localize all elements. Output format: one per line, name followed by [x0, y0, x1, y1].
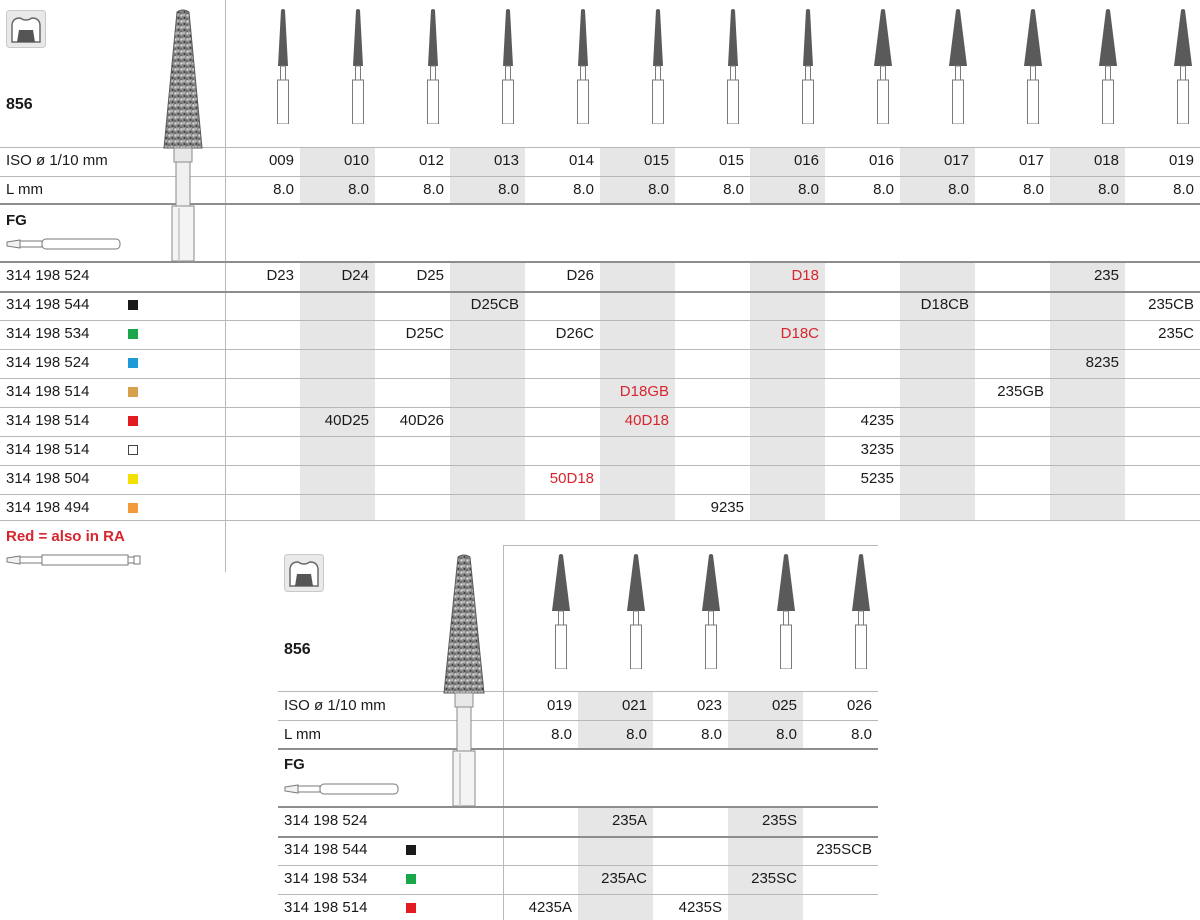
length-value: 8.0 [1023, 181, 1044, 198]
product-code: 8235 [1085, 354, 1119, 371]
shaded-column [750, 262, 825, 520]
bur-illustration-icon [423, 8, 443, 124]
iso-size-value: 012 [418, 152, 444, 169]
iso-size-value: 023 [696, 697, 722, 714]
product-code: D25 [416, 267, 444, 284]
length-value: 8.0 [776, 726, 797, 743]
length-value: 8.0 [851, 726, 872, 743]
iso-label: ISO ø 1/10 mm [6, 152, 108, 169]
model-number: 856 [6, 96, 33, 113]
product-code: D24 [341, 267, 369, 284]
product-code: 235C [1158, 325, 1194, 342]
bur-illustration-icon [498, 8, 518, 124]
length-value: 8.0 [551, 726, 572, 743]
iso-size-value: 010 [343, 152, 369, 169]
iso-size-value: 025 [771, 697, 797, 714]
tapered-diamond-bur-icon [162, 8, 204, 261]
row-divider [0, 494, 1200, 495]
row-divider [278, 894, 878, 895]
length-value: 8.0 [648, 181, 669, 198]
bur-illustration-icon [573, 8, 593, 124]
iso-size-value: 021 [621, 697, 647, 714]
bur-illustration-icon [626, 553, 646, 669]
grit-color-swatch [128, 445, 138, 455]
iso-size-value: 013 [493, 152, 519, 169]
bur-illustration-icon [701, 553, 721, 669]
fg-shank-icon [284, 781, 400, 797]
shank-type-label: FG [284, 756, 305, 773]
bur-illustration-icon [551, 553, 571, 669]
product-code: 4235A [528, 899, 572, 916]
product-code: D25CB [470, 296, 519, 313]
fg-shank-icon [6, 236, 122, 252]
bur-illustration-icon [798, 8, 818, 124]
iso-size-value: 016 [868, 152, 894, 169]
column-divider [225, 0, 226, 572]
length-value: 8.0 [723, 181, 744, 198]
bur-illustration-icon [1023, 8, 1043, 124]
grit-color-swatch [406, 845, 416, 855]
product-code: 5235 [860, 470, 894, 487]
iso-label: ISO ø 1/10 mm [284, 697, 386, 714]
grit-color-swatch [128, 387, 138, 397]
product-code: D26 [566, 267, 594, 284]
order-code: 314 198 524 [6, 354, 90, 371]
product-code: 3235 [860, 441, 894, 458]
product-code: D26C [555, 325, 594, 342]
product-code: 40D25 [324, 412, 369, 429]
row-divider [0, 407, 1200, 408]
bur-illustration-icon [273, 8, 293, 124]
order-code: 314 198 514 [6, 441, 90, 458]
row-divider [278, 748, 878, 750]
row-divider [0, 465, 1200, 466]
iso-size-value: 017 [1018, 152, 1044, 169]
iso-size-value: 018 [1093, 152, 1119, 169]
row-divider [0, 378, 1200, 379]
iso-size-value: 019 [1168, 152, 1194, 169]
grit-color-swatch [406, 874, 416, 884]
product-code: 235SCB [816, 841, 872, 858]
iso-size-value: 017 [943, 152, 969, 169]
row-divider [0, 261, 1200, 263]
bur-illustration-icon [723, 8, 743, 124]
bur-illustration-icon [851, 553, 871, 669]
product-code: D23 [266, 267, 294, 284]
order-code: 314 198 534 [284, 870, 368, 887]
length-value: 8.0 [798, 181, 819, 198]
order-code: 314 198 514 [6, 412, 90, 429]
grit-color-swatch [128, 474, 138, 484]
product-code: 50D18 [549, 470, 594, 487]
row-divider [278, 720, 878, 721]
iso-size-value: 015 [718, 152, 744, 169]
crown-preparation-icon [284, 554, 324, 592]
order-code: 314 198 524 [6, 267, 90, 284]
iso-size-value: 009 [268, 152, 294, 169]
product-code: 235 [1093, 267, 1119, 284]
length-value: 8.0 [701, 726, 722, 743]
row-divider [0, 349, 1200, 350]
product-code: D25C [405, 325, 444, 342]
length-value: 8.0 [573, 181, 594, 198]
product-code: 235A [611, 812, 647, 829]
product-code: 235GB [997, 383, 1044, 400]
product-code: D18 [791, 267, 819, 284]
ra-shank-icon [6, 552, 142, 568]
row-divider [0, 436, 1200, 437]
length-value: 8.0 [498, 181, 519, 198]
iso-size-value: 016 [793, 152, 819, 169]
product-code: 4235S [678, 899, 722, 916]
length-value: 8.0 [1098, 181, 1119, 198]
length-label: L mm [284, 726, 321, 743]
shank-type-label: FG [6, 212, 27, 229]
grit-color-swatch [128, 358, 138, 368]
order-code: 314 198 514 [284, 899, 368, 916]
length-value: 8.0 [273, 181, 294, 198]
product-code: D18GB [619, 383, 669, 400]
length-value: 8.0 [348, 181, 369, 198]
length-value: 8.0 [948, 181, 969, 198]
iso-size-value: 019 [546, 697, 572, 714]
ra-legend: Red = also in RA [6, 528, 125, 545]
row-divider [0, 520, 1200, 521]
grit-color-swatch [128, 329, 138, 339]
bur-illustration-icon [648, 8, 668, 124]
grit-color-swatch [128, 300, 138, 310]
bur-illustration-icon [948, 8, 968, 124]
shaded-column [300, 262, 375, 520]
product-code: D18C [780, 325, 819, 342]
length-value: 8.0 [1173, 181, 1194, 198]
length-value: 8.0 [626, 726, 647, 743]
product-code: 40D18 [624, 412, 669, 429]
iso-size-value: 026 [846, 697, 872, 714]
bur-illustration-icon [348, 8, 368, 124]
grit-color-swatch [128, 416, 138, 426]
bur-illustration-icon [776, 553, 796, 669]
product-code: 235S [761, 812, 797, 829]
product-code: 235SC [751, 870, 797, 887]
row-divider [278, 865, 878, 866]
product-code: 9235 [710, 499, 744, 516]
order-code: 314 198 544 [284, 841, 368, 858]
row-divider [0, 320, 1200, 321]
order-code: 314 198 494 [6, 499, 90, 516]
product-code: 4235 [860, 412, 894, 429]
row-divider [278, 836, 878, 838]
product-code: D18CB [920, 296, 969, 313]
bur-illustration-icon [1098, 8, 1118, 124]
grit-color-swatch [406, 903, 416, 913]
length-value: 8.0 [873, 181, 894, 198]
bur-illustration-icon [873, 8, 893, 124]
product-code: 235CB [1148, 296, 1194, 313]
row-divider [0, 291, 1200, 293]
order-code: 314 198 524 [284, 812, 368, 829]
order-code: 314 198 504 [6, 470, 90, 487]
length-label: L mm [6, 181, 43, 198]
crown-preparation-icon [6, 10, 46, 48]
length-value: 8.0 [423, 181, 444, 198]
iso-size-value: 015 [643, 152, 669, 169]
product-code: 235AC [601, 870, 647, 887]
grit-color-swatch [128, 503, 138, 513]
tapered-diamond-bur-icon [442, 553, 486, 806]
iso-size-value: 014 [568, 152, 594, 169]
order-code: 314 198 544 [6, 296, 90, 313]
product-code: 40D26 [399, 412, 444, 429]
shaded-column [1050, 262, 1125, 520]
order-code: 314 198 514 [6, 383, 90, 400]
row-divider [278, 691, 878, 692]
row-divider [503, 545, 878, 546]
model-number: 856 [284, 641, 311, 658]
order-code: 314 198 534 [6, 325, 90, 342]
row-divider [278, 806, 878, 808]
bur-illustration-icon [1173, 8, 1193, 124]
